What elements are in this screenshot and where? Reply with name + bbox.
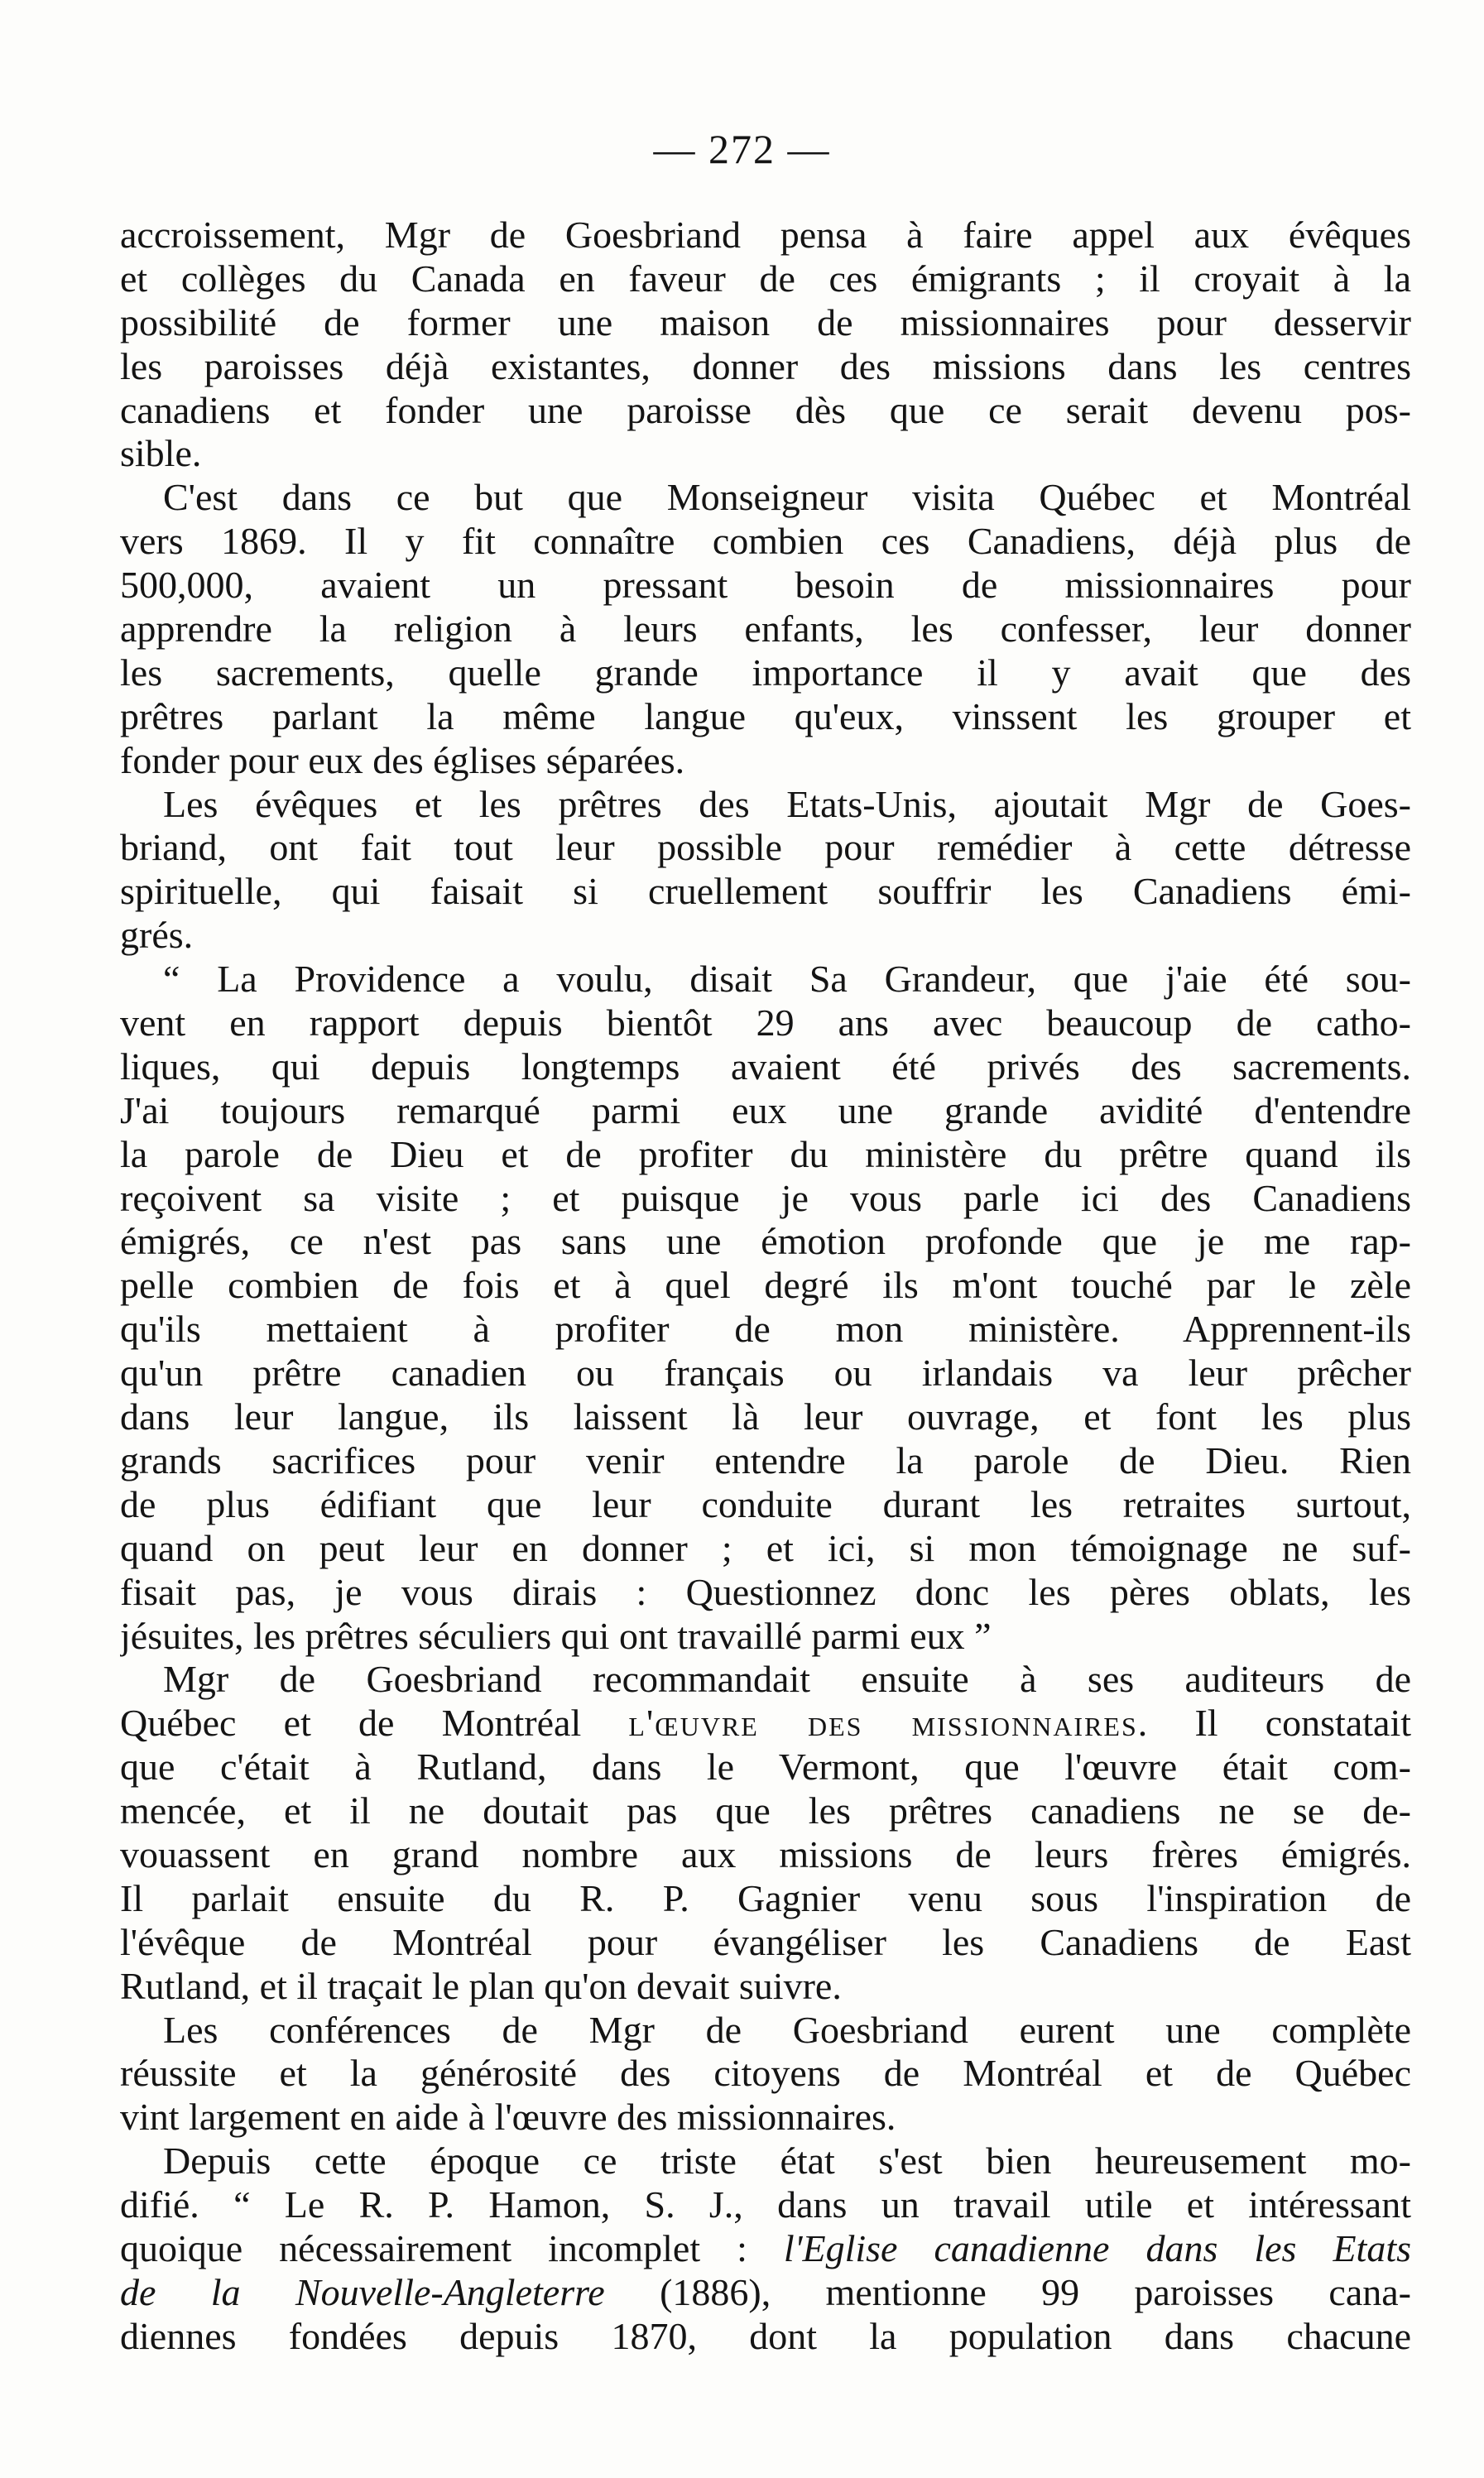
text-line [120,2271,1411,2315]
text-line: dans leur langue, ils laissent là leur ouvrage, et font les plus [120,1395,1411,1438]
text-line: les sacrements, quelle grande importance il y avait que des [120,651,1411,694]
text-segment: quoique nécessairement incomplet : [120,2226,784,2269]
text-line: diennes fondées depuis 1870, dont la population dans chacune [120,2314,1411,2357]
italic-title: l'Eglise canadienne dans les Etats [783,2226,1411,2269]
text-line: sible. [120,432,202,475]
text-line: prêtres parlant la même langue qu'eux, vinssent les grouper et [120,694,1411,737]
text-line: spirituelle, qui faisait si cruellement souffrir les Canadiens émi- [120,870,1411,913]
text-line: apprendre la religion à leurs enfants, les confesser, leur donner [120,607,1411,651]
text-line: vent en rapport depuis bientôt 29 ans avec beaucoup de catho- [120,1001,1411,1045]
text-line: Rutland, et il traçait le plan qu'on devait suivre. [120,1964,842,2007]
text-line: jésuites, les prêtres séculiers qui ont travaillé parmi eux ” [120,1614,992,1657]
text-line: Les évêques et les prêtres des Etats-Unis, ajoutait Mgr de Goes- [163,782,1411,825]
text-line: “ La Providence a voulu, disait Sa Grandeur, que j'aie été sou- [163,958,1411,1001]
text-line: pelle combien de fois et à quel degré ils m'ont touché par le zèle [120,1264,1411,1307]
text-line: possibilité de former une maison de missionnaires pour desservir [120,300,1411,343]
body-text [120,214,1411,2359]
text-segment: . Il constatait [1137,1702,1411,1745]
smallcaps-phrase: l'œuvre des missionnaires [628,1702,1138,1745]
text-line: Mgr de Goesbriand recommandait ensuite à ses auditeurs de [163,1658,1411,1701]
text-line: vers 1869. Il y fit connaître combien ces Canadiens, déjà plus de [120,520,1411,563]
text-line: que c'était à Rutland, dans le Vermont, que l'œuvre était com- [120,1746,1411,1789]
text-line: qu'ils mettaient à profiter de mon ministère. Apprennent-ils [120,1308,1411,1351]
text-line: Les conférences de Mgr de Goesbriand eurent une complète [163,2008,1411,2051]
text-line: reçoivent sa visite ; et puisque je vous parle ici des Canadiens [120,1176,1411,1219]
text-line: qu'un prêtre canadien ou français ou irlandais va leur prêcher [120,1352,1411,1395]
text-line: difié. “ Le R. P. Hamon, S. J., dans un travail utile et intéressant [120,2183,1411,2226]
text-line: 500,000, avaient un pressant besoin de missionnaires pour [120,564,1411,607]
text-line: fisait pas, je vous dirais : Questionnez donc les pères oblats, les [120,1570,1411,1613]
text-line [120,1702,1411,1746]
text-line: accroissement, Mgr de Goesbriand pensa à faire appel aux évêques [120,214,1411,256]
text-segment: Québec et de Montréal [120,1702,629,1745]
text-line: émigrés, ce n'est pas sans une émotion profonde que je me rap- [120,1220,1411,1263]
text-line: la parole de Dieu et de profiter du ministère du prêtre quand ils [120,1132,1411,1175]
text-line: grands sacrifices pour venir entendre la parole de Dieu. Rien [120,1438,1411,1482]
text-line: vint largement en aide à l'œuvre des missionnaires. [120,2096,896,2139]
text-line: de plus édifiant que leur conduite durant les retraites surtout, [120,1482,1411,1525]
text-line: réussite et la générosité des citoyens de Montréal et de Québec [120,2052,1411,2095]
text-line: Depuis cette époque ce triste état s'est bien heureusement mo- [163,2139,1411,2183]
text-line: et collèges du Canada en faveur de ces émigrants ; il croyait à la [120,257,1411,300]
text-line: C'est dans ce but que Monseigneur visita Québec et Montréal [163,476,1411,519]
text-line: grés. [120,914,194,957]
text-line: mencée, et il ne doutait pas que les prêtres canadiens ne se de- [120,1789,1411,1832]
text-line: fonder pour eux des églises séparées. [120,738,685,781]
text-line: liques, qui depuis longtemps avaient été privés des sacrements. [120,1045,1411,1088]
text-line: quand on peut leur en donner ; et ici, si mon témoignage ne suf- [120,1526,1411,1569]
text-line: l'évêque de Montréal pour évangéliser les Canadiens de East [120,1920,1411,1963]
text-line: J'ai toujours remarqué parmi eux une grande avidité d'entendre [120,1088,1411,1131]
text-line: Il parlait ensuite du R. P. Gagnier venu sous l'inspiration de [120,1876,1411,1919]
text-line: vouassent en grand nombre aux missions de leurs frères émigrés. [120,1832,1411,1875]
text-line [120,2227,1411,2271]
text-line: les paroisses déjà existantes, donner des missions dans les centres [120,344,1411,387]
italic-title: de la Nouvelle-Angleterre [120,2270,605,2313]
text-line: briand, ont fait tout leur possible pour remédier à cette détresse [120,826,1411,869]
text-segment: (1886), mentionne 99 paroisses cana- [604,2270,1411,2313]
page-number: — 272 — [653,126,831,172]
text-line: canadiens et fonder une paroisse dès que ce serait devenu pos- [120,388,1411,431]
